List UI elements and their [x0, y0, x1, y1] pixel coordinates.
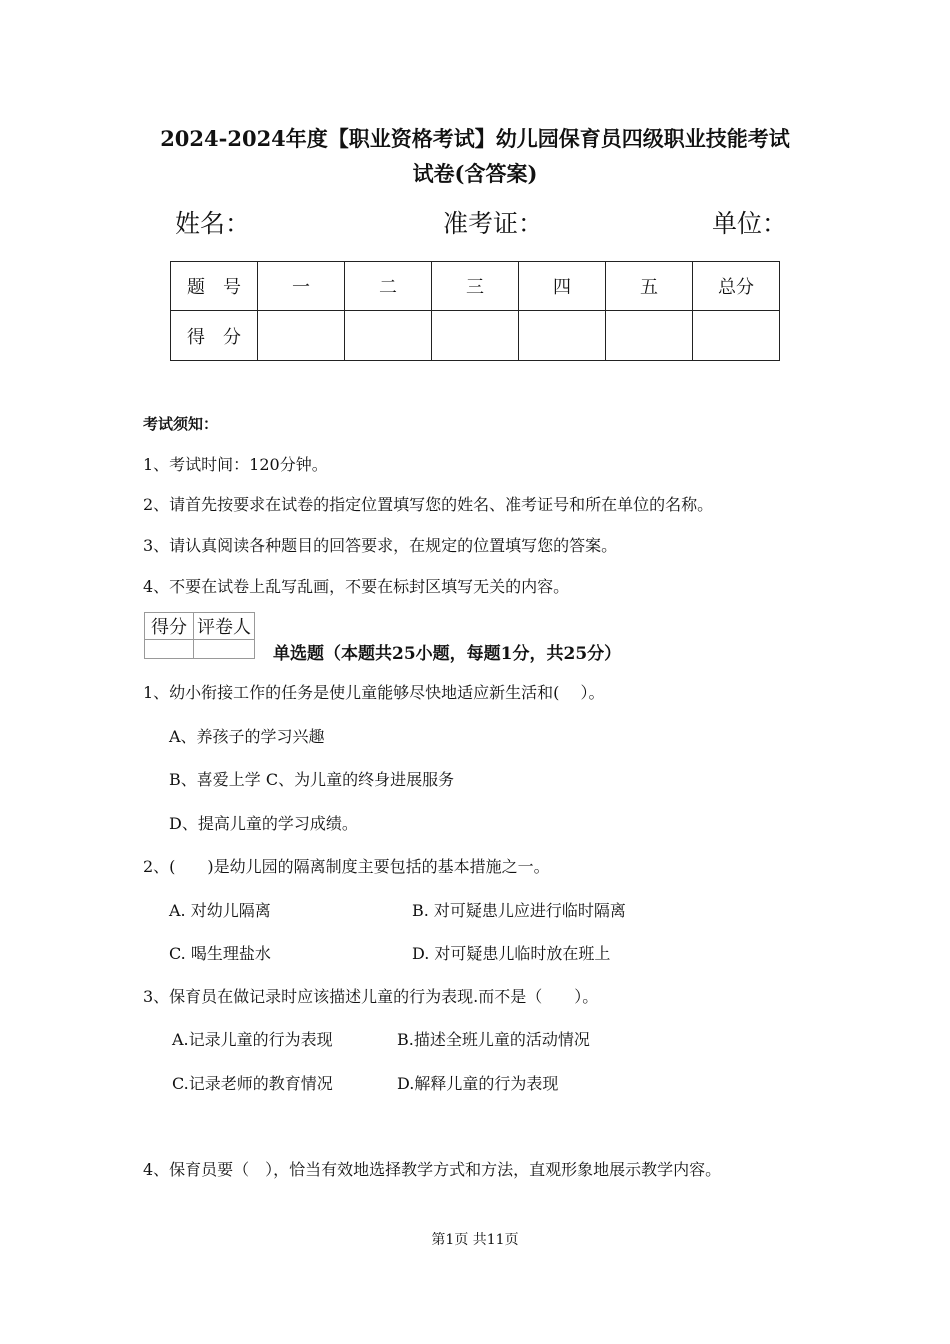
score-table-score-row	[171, 311, 780, 361]
question-3-option-b: B.描述全班儿童的活动情况	[397, 1030, 590, 1049]
score-input-cell[interactable]	[519, 311, 606, 361]
question-1-stem: 1、幼小衔接工作的任务是使儿童能够尽快地适应新生活和( ）。	[143, 683, 605, 702]
exam-id-field-label: 准考证：	[443, 209, 544, 238]
question-3-option-c: C.记录老师的教育情况	[172, 1074, 333, 1093]
question-3-option-d: D.解释儿童的行为表现	[397, 1074, 559, 1093]
score-table-cell: 二	[345, 262, 432, 311]
score-input-cell[interactable]	[345, 311, 432, 361]
question-4-stem: 4、保育员要（ ），恰当有效地选择教学方式和方法，直观形象地展示教学内容。	[143, 1160, 722, 1179]
score-table-cell: 三	[432, 262, 519, 311]
notice-item: 1、考试时间：120分钟。	[143, 455, 328, 474]
question-1-option-d: D、提高儿童的学习成绩。	[169, 814, 358, 833]
question-2-option-d: D. 对可疑患儿临时放在班上	[412, 944, 611, 963]
question-3-option-a: A.记录儿童的行为表现	[172, 1030, 333, 1049]
document-title-line2: 试卷(含答案)	[412, 161, 538, 186]
score-input-cell[interactable]	[258, 311, 345, 361]
section-title: 单选题（本题共25小题，每题1分，共25分）	[273, 644, 622, 664]
score-table-cell: 五	[606, 262, 693, 311]
grader-score-label: 得分	[145, 613, 194, 640]
score-table-cell: 题 号	[171, 262, 258, 311]
unit-field-label: 单位：	[712, 209, 788, 238]
question-2-option-c: C. 喝生理盐水	[169, 944, 271, 963]
question-1-option-bc: B、喜爱上学 C、为儿童的终身进展服务	[169, 770, 455, 789]
score-table-cell: 得 分	[171, 311, 258, 361]
page-footer: 第1页 共11页	[431, 1232, 519, 1248]
score-table-cell: 一	[258, 262, 345, 311]
name-field-label: 姓名：	[175, 209, 251, 238]
notice-heading: 考试须知：	[143, 415, 219, 433]
question-3-stem: 3、保育员在做记录时应该描述儿童的行为表现.而不是（ ）。	[143, 987, 599, 1006]
score-input-cell[interactable]	[432, 311, 519, 361]
grader-box	[144, 612, 255, 659]
score-input-cell[interactable]	[606, 311, 693, 361]
score-table-header-row	[171, 262, 780, 311]
grader-reviewer-cell[interactable]	[194, 640, 255, 659]
question-2-option-b: B. 对可疑患儿应进行临时隔离	[412, 901, 626, 920]
grader-score-cell[interactable]	[145, 640, 194, 659]
question-1-option-a: A、养孩子的学习兴趣	[169, 727, 325, 746]
score-table-cell: 总分	[693, 262, 780, 311]
notice-item: 4、不要在试卷上乱写乱画，不要在标封区填写无关的内容。	[143, 577, 570, 596]
document-title-line1: 2024-2024年度【职业资格考试】幼儿园保育员四级职业技能考试	[160, 126, 790, 151]
score-table-cell: 四	[519, 262, 606, 311]
question-2-option-a: A. 对幼儿隔离	[169, 901, 271, 920]
score-table	[170, 261, 780, 361]
question-2-stem: 2、( )是幼儿园的隔离制度主要包括的基本措施之一。	[143, 857, 550, 876]
notice-item: 3、请认真阅读各种题目的回答要求，在规定的位置填写您的答案。	[143, 536, 618, 555]
grader-reviewer-label: 评卷人	[194, 613, 255, 640]
score-input-cell[interactable]	[693, 311, 780, 361]
notice-item: 2、请首先按要求在试卷的指定位置填写您的姓名、准考证号和所在单位的名称。	[143, 495, 714, 514]
